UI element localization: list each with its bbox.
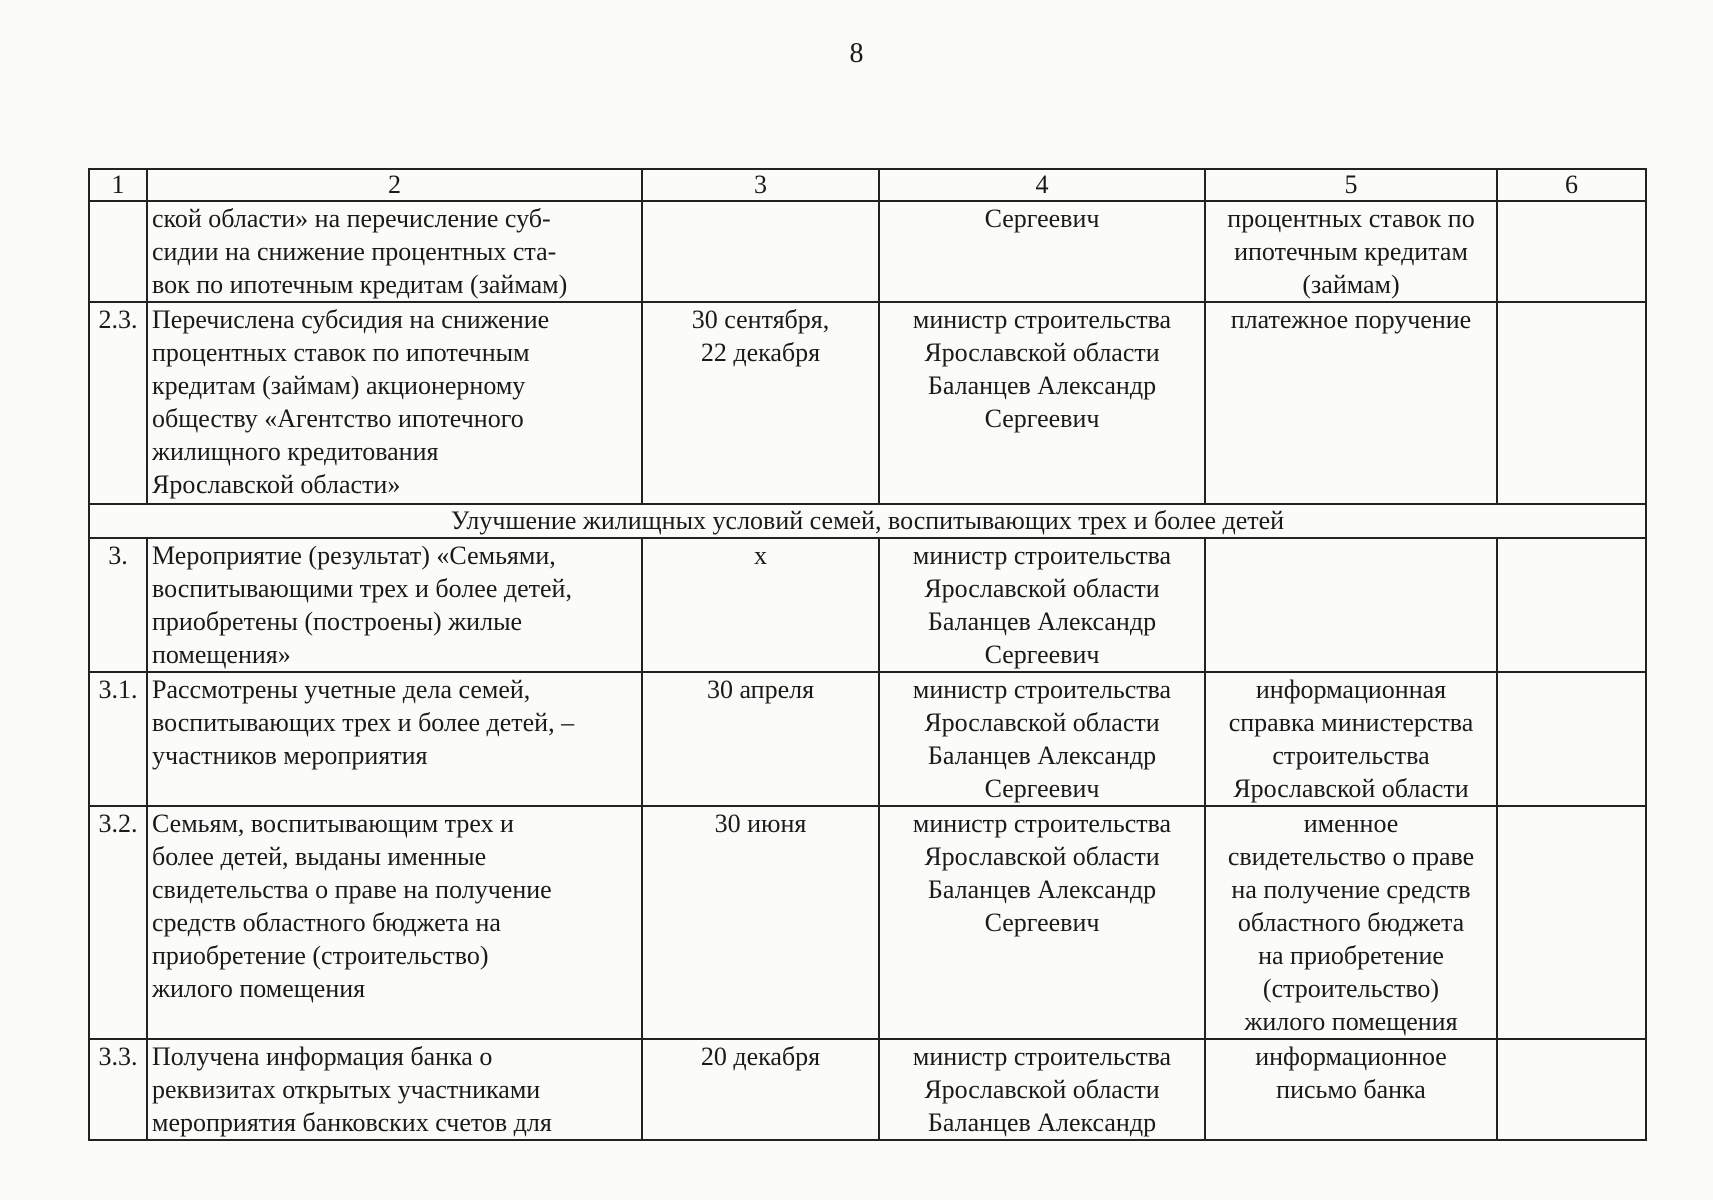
row-description: Мероприятие (результат) «Семьями, воспитывающими трех и более детей, приобретены (построены) жилые помещения» xyxy=(147,538,642,672)
row-deadline: 30 апреля xyxy=(642,672,879,806)
column-header-6: 6 xyxy=(1497,169,1646,201)
row-responsible: министр строительства Ярославской области Баланцев Александр Сергеевич xyxy=(879,538,1205,672)
row-description: Семьям, воспитывающим трех и более детей, выданы именные свидетельства о праве на получение средств областного бюджета на приобретение (строительство) жилого помещения xyxy=(147,806,642,1039)
table-row xyxy=(89,1039,1646,1140)
table-row xyxy=(89,302,1646,504)
table-row xyxy=(89,806,1646,1039)
row-deadline: 20 декабря xyxy=(642,1039,879,1140)
row-number xyxy=(89,201,147,302)
row-note xyxy=(1497,538,1646,672)
row-document: информационное письмо банка xyxy=(1205,1039,1497,1140)
column-header-1: 1 xyxy=(89,169,147,201)
plan-table xyxy=(88,168,1647,1141)
column-header-2: 2 xyxy=(147,169,642,201)
row-description: Перечислена субсидия на снижение процентных ставок по ипотечным кредитам (займам) акционерному обществу «Агентство ипотечного жилищного кредитования Ярославской области» xyxy=(147,302,642,504)
row-description: ской области» на перечисление суб- сидии на снижение процентных ста- вок по ипотечным кредитам (займам) xyxy=(147,201,642,302)
table-row xyxy=(89,672,1646,806)
row-number: 3.2. xyxy=(89,806,147,1039)
column-header-4: 4 xyxy=(879,169,1205,201)
row-deadline: х xyxy=(642,538,879,672)
row-document: именное свидетельство о праве на получение средств областного бюджета на приобретение (строительство) жилого помещения xyxy=(1205,806,1497,1039)
row-document: информационная справка министерства строительства Ярославской области xyxy=(1205,672,1497,806)
row-note xyxy=(1497,806,1646,1039)
row-document: процентных ставок по ипотечным кредитам (займам) xyxy=(1205,201,1497,302)
table-header-row xyxy=(89,169,1646,201)
column-header-5: 5 xyxy=(1205,169,1497,201)
row-note xyxy=(1497,672,1646,806)
row-number: 2.3. xyxy=(89,302,147,504)
row-note xyxy=(1497,201,1646,302)
page-number: 8 xyxy=(849,38,864,69)
table-row xyxy=(89,538,1646,672)
row-responsible: министр строительства Ярославской области Баланцев Александр Сергеевич xyxy=(879,672,1205,806)
row-deadline: 30 сентября, 22 декабря xyxy=(642,302,879,504)
row-note xyxy=(1497,302,1646,504)
row-responsible: министр строительства Ярославской области Баланцев Александр Сергеевич xyxy=(879,302,1205,504)
row-responsible: министр строительства Ярославской области Баланцев Александр xyxy=(879,1039,1205,1140)
row-document xyxy=(1205,538,1497,672)
column-header-3: 3 xyxy=(642,169,879,201)
section-header-row xyxy=(89,504,1646,538)
row-number: 3. xyxy=(89,538,147,672)
table-row xyxy=(89,201,1646,302)
row-document: платежное поручение xyxy=(1205,302,1497,504)
row-note xyxy=(1497,1039,1646,1140)
row-description: Рассмотрены учетные дела семей, воспитывающих трех и более детей, – участников мероприятия xyxy=(147,672,642,806)
row-responsible: Сергеевич xyxy=(879,201,1205,302)
row-deadline xyxy=(642,201,879,302)
row-number: 3.1. xyxy=(89,672,147,806)
row-description: Получена информация банка о реквизитах открытых участниками мероприятия банковских счетов для xyxy=(147,1039,642,1140)
section-title: Улучшение жилищных условий семей, воспитывающих трех и более детей xyxy=(89,504,1646,538)
row-deadline: 30 июня xyxy=(642,806,879,1039)
row-responsible: министр строительства Ярославской области Баланцев Александр Сергеевич xyxy=(879,806,1205,1039)
row-number: 3.3. xyxy=(89,1039,147,1140)
